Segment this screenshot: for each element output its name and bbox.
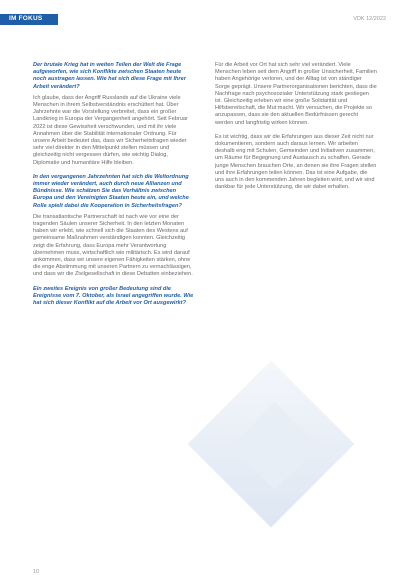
interview-answer: Die transatlantische Partnerschaft ist nach wie vor eine der tragenden Säulen unserer Sicherheit. In den letzten Monaten haben wir erlebt, wie schnell sich die Staaten des Westens auf gemeinsame Maßnahmen verständigen konnten. Gleichzeitig zeigt die Erfahrung, dass Europa mehr Verantwortung übernehmen muss, wirtschaftlich wie militärisch. Es wird darauf ankommen, dass wir unsere eigenen Fähigkeiten stärken, ohne die enge Abstimmung mit unseren Partnern zu vernachlässigen, und dass wir die Zivilgesellschaft in diese Debatten einbeziehen. bbox=[33, 213, 193, 278]
interview-question: Der brutale Krieg hat in weiten Teilen der Welt die Frage aufgeworfen, wie sich Konflikte zwischen Staaten heute noch austragen lassen. Wie hat sich diese Frage mit Ihrer Arbeit verändert? bbox=[33, 62, 186, 90]
interview-answer: Es ist wichtig, dass wir die Erfahrungen aus dieser Zeit nicht nur dokumentieren, sondern auch daraus lernen. Wir arbeiten deshalb eng mit Schulen, Gemeinden und Initiativen zusammen, um Räume für Begegnung und Austausch zu schaffen. Gerade junge Menschen brauchen Orte, an denen sie ihre Fragen stellen und ihre Erfahrungen teilen können. Das ist eine Aufgabe, die uns auch in den kommenden Jahren begleiten wird, und wir sind dankbar für jede Unterstützung, die wir dabei erhalten. bbox=[215, 133, 377, 191]
running-head: VDK 12/2022 bbox=[353, 16, 386, 22]
section-tab bbox=[0, 14, 58, 25]
interview-answer: Für die Arbeit vor Ort hat sich sehr viel verändert. Viele Menschen leben seit dem Angriff in großer Unsicherheit, Familien haben Angehörige verloren, und der Alltag ist von ständiger Sorge geprägt. Unsere Partnerorganisationen berichten, dass die Nachfrage nach psychosozialer Unterstützung stark gestiegen ist. Gleichzeitig erleben wir eine große Solidarität und Hilfsbereitschaft, die Mut macht. Wir versuchen, die Projekte so anzupassen, dass sie den aktuellen Bedürfnissen gerecht werden und langfristig wirken können. bbox=[215, 62, 377, 126]
interview-question: In den vergangenen Jahrzehnten hat sich die Weltordnung immer wieder verändert, auch durch neue Allianzen und Bündnisse. Wie schätzen Sie das Verhältnis zwischen Europa und den Vereinigten Staaten heute ein, und welche Rolle spielt dabei die Kooperation in Sicherheitsfragen? bbox=[33, 173, 189, 209]
section-tab-label: IM FOKUS bbox=[9, 15, 43, 22]
left-column bbox=[33, 62, 195, 311]
interview-answer: Ich glaube, dass der Angriff Russlands auf die Ukraine viele Menschen in ihrem Selbstverständnis erschüttert hat. Über Jahrzehnte war die Vorstellung verbreitet, dass ein großer Landkrieg in Europa der Vergangenheit angehört. Seit Februar 2022 ist diese Gewissheit verschwunden, und mit ihr viele Annahmen über die Stabilität internationaler Ordnung. Für unsere Arbeit bedeutet das, dass wir Sicherheitsfragen wieder sehr viel direkter in den Mittelpunkt stellen müssen und gleichzeitig nicht vergessen dürfen, wie wichtig Dialog, Diplomatie und humanitäre Hilfe bleiben. bbox=[33, 94, 188, 166]
page-number: 10 bbox=[33, 569, 40, 575]
interview-question: Ein zweites Ereignis von großer Bedeutung sind die Ereignisse vom 7. Oktober, als Israel angegriffen wurde. Wie hat sich dieser Konflikt auf die Arbeit vor Ort ausgewirkt? bbox=[33, 285, 194, 307]
right-column bbox=[215, 62, 377, 198]
